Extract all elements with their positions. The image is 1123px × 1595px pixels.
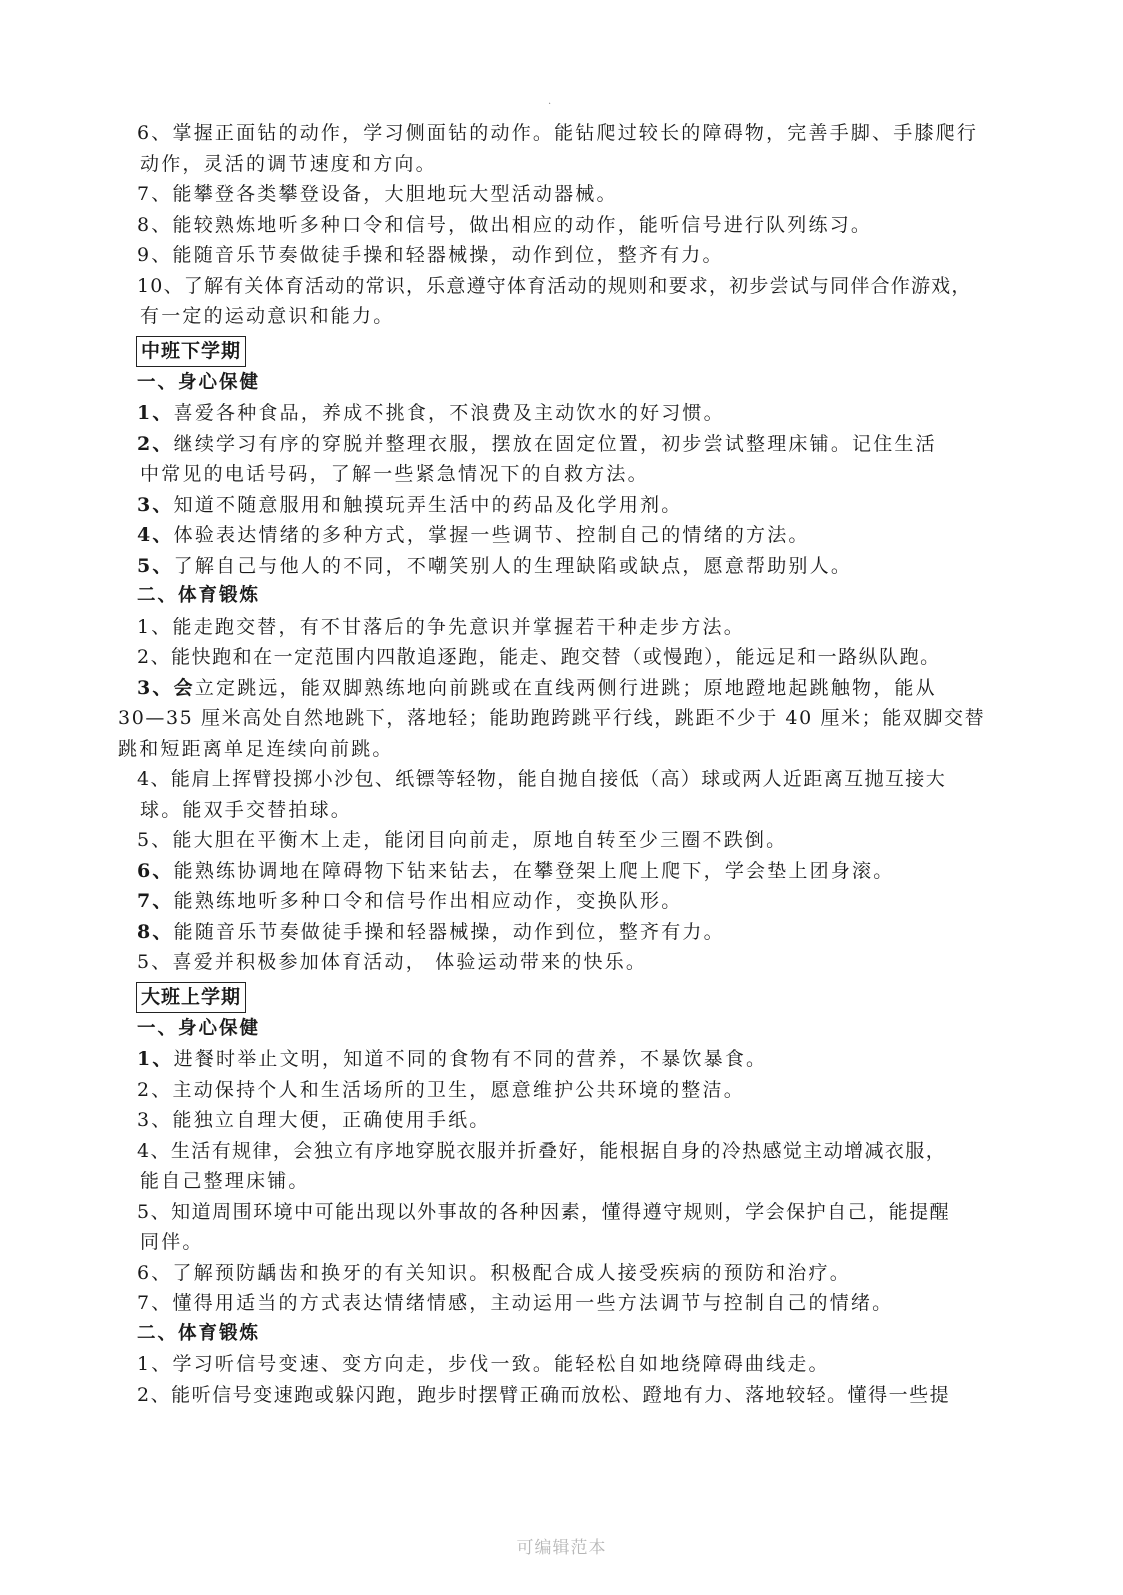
list-item: 5、喜爱并积极参加体育活动， 体验运动带来的快乐。	[137, 951, 648, 973]
list-item	[0, 1044, 1123, 1075]
list-item	[0, 886, 1123, 917]
list-item: 7、能攀登各类攀登设备，大胆地玩大型活动器械。	[137, 183, 618, 205]
section-title-box: 大班上学期	[136, 982, 246, 1013]
list-item-continuation: 球。能双手交替拍球。	[140, 798, 353, 821]
item-text: 能随音乐节奏做徒手操和轻器械操，动作到位，整齐有力。	[173, 920, 725, 943]
list-item: 2、主动保持个人和生活场所的卫生，愿意维护公共环境的整洁。	[137, 1078, 745, 1101]
section-title-row	[0, 334, 1123, 368]
list-item: 6、掌握正面钻的动作，学习侧面钻的动作。能钻爬过较长的障碍物，完善手脚、手膝爬行	[137, 122, 979, 144]
list-item	[0, 917, 1123, 948]
list-item: 7、懂得用适当的方式表达情绪情感，主动运用一些方法调节与控制自己的情绪。	[137, 1292, 894, 1314]
list-item-continuation: 30—35 厘米高处自然地跳下，落地轻；能助跑跨跳平行线，跳距不少于 40 厘米；能双脚交替	[118, 707, 986, 729]
item-number: 3、	[137, 493, 174, 516]
list-item	[0, 490, 1123, 521]
list-item: 5、知道周围环境中可能出现以外事故的各种因素，懂得遵守规则，学会保护自己，能提醒	[137, 1200, 951, 1223]
list-item: 1、学习听信号变速、变方向走，步伐一致。能轻松自如地绕障碍曲线走。	[137, 1353, 830, 1375]
item-text: 能熟练协调地在障碍物下钻来钻去，在攀登架上爬上爬下，学会垫上团身滚。	[173, 859, 895, 882]
list-item	[0, 551, 1123, 582]
list-item-continuation: 同伴。	[140, 1231, 204, 1253]
subsection-heading: 二、体育锻炼	[137, 585, 261, 606]
list-item	[0, 429, 1123, 460]
list-item: 2、能快跑和在一定范围内四散追逐跑，能走、跑交替（或慢跑），能远足和一路纵队跑。	[137, 646, 941, 668]
item-text: 体验表达情绪的多种方式，掌握一些调节、控制自己的情绪的方法。	[173, 524, 810, 546]
item-text: 了解自己与他人的不同，不嘲笑别人的生理缺陷或缺点，愿意帮助别人。	[173, 554, 853, 577]
list-item	[0, 398, 1123, 429]
item-number: 1、	[137, 1048, 174, 1070]
list-item: 10、了解有关体育活动的常识，乐意遵守体育活动的规则和要求，初步尝试与同伴合作游戏，	[137, 274, 972, 297]
page-footer: 可编辑范本	[516, 1538, 607, 1558]
list-item: 2、能听信号变速跑或躲闪跑，跑步时摆臂正确而放松、蹬地有力、落地较轻。懂得一些提	[137, 1383, 951, 1406]
item-number: 7、	[137, 890, 174, 912]
item-number: 4、	[137, 524, 174, 546]
list-item: 8、能较熟炼地听多种口令和信号，做出相应的动作，能听信号进行队列练习。	[137, 213, 873, 236]
item-number: 3、会	[137, 676, 195, 699]
list-item	[0, 520, 1123, 551]
list-item: 4、生活有规律，会独立有序地穿脱衣服并折叠好，能根据自身的冷热感觉主动增减衣服，	[137, 1139, 947, 1162]
list-item-continuation: 动作，灵活的调节速度和方向。	[140, 152, 437, 175]
list-item-continuation: 跳和短距离单足连续向前跳。	[118, 737, 394, 760]
list-item: 4、能肩上挥臂投掷小沙包、纸镖等轻物，能自抛自接低（高）球或两人近距离互抛互接大	[137, 768, 947, 790]
item-number: 5、	[137, 554, 174, 577]
item-text: 知道不随意服用和触摸玩弄生活中的药品及化学用剂。	[173, 493, 683, 516]
section-title-box: 中班下学期	[136, 336, 246, 367]
item-number: 8、	[137, 920, 174, 943]
list-item: 1、能走跑交替，有不甘落后的争先意识并掌握若干种走步方法。	[137, 615, 745, 638]
item-text: 立定跳远，能双脚熟练地向前跳或在直线两侧行进跳；原地蹬地起跳触物，能从	[194, 676, 937, 699]
list-item-continuation: 中常见的电话号码，了解一些紧急情况下的自救方法。	[140, 463, 649, 485]
section-title-row	[0, 980, 1123, 1014]
item-text: 继续学习有序的穿脱并整理衣服，摆放在固定位置，初步尝试整理床铺。记住生活	[173, 432, 937, 455]
list-item	[0, 673, 1123, 704]
page-top-mark: .	[548, 96, 552, 107]
item-text: 进餐时举止文明，知道不同的食物有不同的营养，不暴饮暴食。	[173, 1048, 768, 1070]
list-item: 6、了解预防龋齿和换牙的有关知识。积极配合成人接受疾病的预防和治疗。	[137, 1261, 851, 1284]
item-text: 能熟练地听多种口令和信号作出相应动作，变换队形。	[173, 890, 683, 912]
subsection-heading: 二、体育锻炼	[137, 1322, 261, 1344]
item-number: 1、	[137, 402, 174, 424]
list-item: 3、能独立自理大便，正确使用手纸。	[137, 1109, 491, 1131]
document-body	[0, 118, 1123, 1410]
list-item-continuation: 有一定的运动意识和能力。	[140, 305, 395, 327]
item-number: 2、	[137, 432, 174, 455]
item-number: 6、	[137, 859, 174, 882]
subsection-heading: 一、身心保健	[137, 1017, 261, 1039]
list-item: 9、能随音乐节奏做徒手操和轻器械操，动作到位，整齐有力。	[137, 244, 724, 266]
list-item-continuation: 能自己整理床铺。	[140, 1170, 310, 1192]
subsection-heading: 一、身心保健	[137, 371, 261, 393]
list-item	[0, 856, 1123, 887]
list-item: 5、能大胆在平衡木上走，能闭目向前走，原地自转至少三圈不跌倒。	[137, 829, 788, 851]
item-text: 喜爱各种食品，养成不挑食，不浪费及主动饮水的好习惯。	[173, 402, 725, 424]
